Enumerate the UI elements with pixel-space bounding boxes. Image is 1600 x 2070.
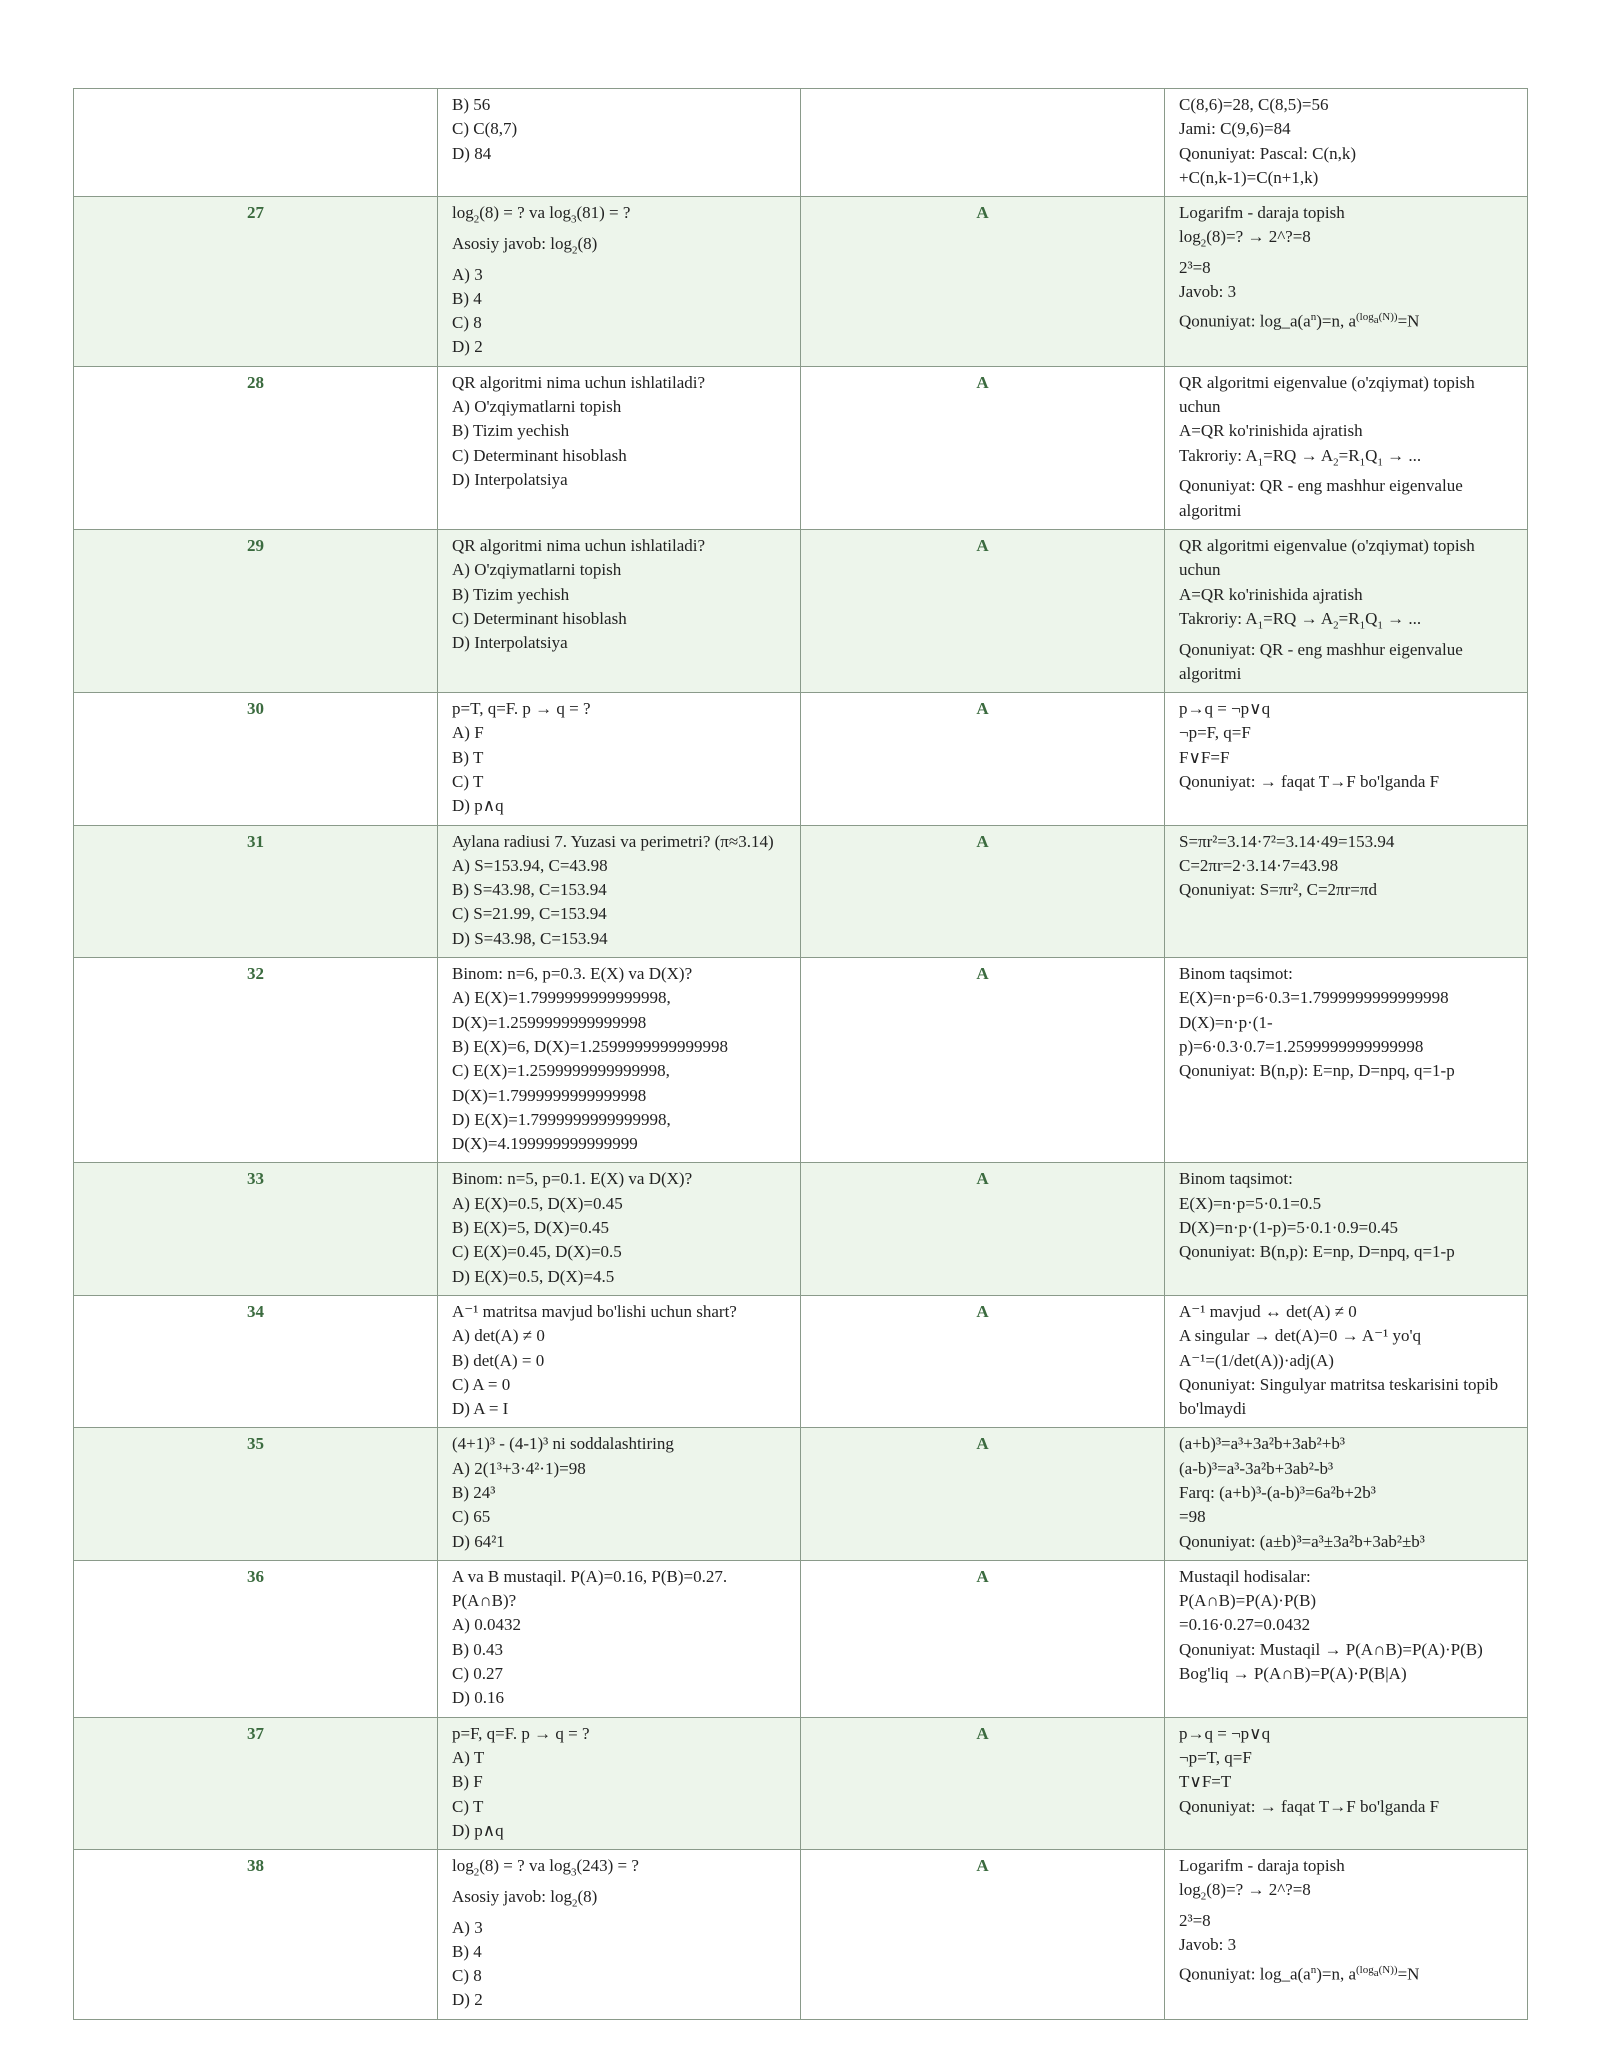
question-text — [438, 529, 801, 692]
question-line: A) E(X)=0.5, D(X)=0.45 — [452, 1193, 623, 1213]
explanation-line: +C(n,k-1)=C(n+1,k) — [1179, 167, 1319, 187]
question-line: D) 2 — [452, 1990, 483, 2010]
question-line: A) det(A) ≠ 0 — [452, 1326, 545, 1346]
explanation-line: p→q = ¬p∨q — [1179, 1723, 1271, 1743]
question-line: B) E(X)=5, D(X)=0.45 — [452, 1218, 610, 1238]
question-number: 34 — [74, 1295, 438, 1427]
explanation-line: T∨F=T — [1179, 1772, 1232, 1792]
question-line: QR algoritmi nima uchun ishlatiladi? — [452, 535, 706, 555]
question-line: C) 8 — [452, 1966, 482, 1986]
explanation-line: C(8,6)=28, C(8,5)=56 — [1179, 95, 1329, 114]
explanation-line: D(X)=n·p·(1-p)=5·0.1·0.9=0.45 — [1179, 1218, 1399, 1238]
explanation-line: Takroriy: $A_1=RQ \to A_2=R_1Q_1$ → ... — [1179, 445, 1422, 469]
question-line: D) p∧q — [452, 1820, 504, 1840]
explanation-text — [1165, 366, 1528, 529]
explanation-text — [1165, 1163, 1528, 1295]
question-text — [438, 1850, 801, 2020]
explanation-line: D(X)=n·p·(1-p)=6·0.3·0.7=1.2599999999999998 — [1179, 1012, 1424, 1056]
correct-answer — [801, 89, 1165, 197]
explanation-line: ¬p=T, q=F — [1179, 1747, 1252, 1767]
question-line: C) S=21.99, C=153.94 — [452, 904, 607, 924]
explanation-text — [1165, 529, 1528, 692]
explanation-line: ¬p=F, q=F — [1179, 723, 1251, 743]
explanation-line: QR algoritmi eigenvalue (o'zqiymat) topish uchun — [1179, 372, 1475, 417]
explanation-line: S=πr²=3.14·7²=3.14·49=153.94 — [1179, 831, 1395, 851]
explanation-line: F∨F=F — [1179, 747, 1230, 767]
question-number: 32 — [74, 958, 438, 1163]
explanation-line: A⁻¹=(1/det(A))·adj(A) — [1179, 1350, 1334, 1370]
correct-answer: A — [801, 197, 1165, 367]
question-text — [438, 366, 801, 529]
question-line: B) 56 — [452, 95, 491, 114]
explanation-line: 2³=8 — [1179, 1911, 1211, 1931]
explanation-text — [1165, 958, 1528, 1163]
explanation-text — [1165, 1428, 1528, 1560]
correct-answer: A — [801, 529, 1165, 692]
question-line: D) E(X)=1.7999999999999998, D(X)=4.199999999999999 — [452, 1109, 671, 1154]
question-line: C) 0.27 — [452, 1664, 503, 1684]
question-number — [74, 89, 438, 197]
explanation-line: p→q = ¬p∨q — [1179, 699, 1271, 719]
question-line: D) 64²1 — [452, 1531, 505, 1551]
explanation-line: $\log_2(8)=$? → 2^?=8 — [1179, 1880, 1311, 1903]
explanation-line: Javob: 3 — [1179, 282, 1237, 302]
question-line: A) E(X)=1.7999999999999998, D(X)=1.2599999999999998 — [452, 988, 671, 1032]
correct-answer: A — [801, 1295, 1165, 1427]
question-line: C) C(8,7) — [452, 119, 518, 139]
table-row — [74, 1163, 1528, 1295]
question-text — [438, 693, 801, 825]
question-line: B) S=43.98, C=153.94 — [452, 880, 607, 900]
explanation-line: A=QR ko'rinishida ajratish — [1179, 421, 1363, 441]
question-line: A) T — [452, 1747, 485, 1767]
correct-answer: A — [801, 1163, 1165, 1295]
explanation-text — [1165, 1717, 1528, 1849]
correct-answer: A — [801, 1428, 1165, 1560]
question-line: B) det(A) = 0 — [452, 1350, 545, 1370]
question-line: D) Interpolatsiya — [452, 633, 568, 653]
explanation-line: Farq: (a+b)³-(a-b)³=6a²b+2b³ — [1179, 1483, 1376, 1502]
answer-key-table — [73, 88, 1528, 2020]
question-line: A) 3 — [452, 1917, 483, 1937]
explanation-line: 2³=8 — [1179, 258, 1211, 278]
explanation-line: Binom taqsimot: — [1179, 1169, 1293, 1189]
table-row — [74, 89, 1528, 197]
question-line: QR algoritmi nima uchun ishlatiladi? — [452, 372, 706, 392]
question-text — [438, 1163, 801, 1295]
question-line: A) O'zqiymatlarni topish — [452, 560, 622, 580]
question-line: Binom: n=6, p=0.3. E(X) va D(X)? — [452, 964, 693, 984]
question-line: C) 8 — [452, 313, 482, 333]
question-number: 35 — [74, 1428, 438, 1560]
table-row — [74, 1560, 1528, 1717]
question-line: A) 0.0432 — [452, 1615, 521, 1635]
explanation-line: Qonuniyat: QR - eng mashhur eigenvalue algoritmi — [1179, 639, 1463, 683]
explanation-line: Mustaqil hodisalar: — [1179, 1566, 1311, 1586]
table-row — [74, 1717, 1528, 1849]
explanation-line: QR algoritmi eigenvalue (o'zqiymat) topish uchun — [1179, 535, 1475, 580]
question-line: A⁻¹ matritsa mavjud bo'lishi uchun shart? — [452, 1301, 737, 1321]
explanation-line: Qonuniyat: → faqat T→F bo'lganda F — [1179, 771, 1440, 791]
explanation-line: Qonuniyat: Mustaqil → P(A∩B)=P(A)·P(B) — [1179, 1639, 1483, 1659]
explanation-line: Qonuniyat: (a±b)³=a³±3a²b+3ab²±b³ — [1179, 1531, 1425, 1551]
correct-answer: A — [801, 1850, 1165, 2020]
correct-answer: A — [801, 825, 1165, 957]
question-line: C) E(X)=1.2599999999999998, D(X)=1.7999999999999998 — [452, 1061, 670, 1105]
explanation-line: Qonuniyat: Pascal: C(n,k) — [1179, 143, 1357, 163]
explanation-line: P(A∩B)=P(A)·P(B) — [1179, 1591, 1317, 1611]
explanation-line: Takroriy: $A_1=RQ \to A_2=R_1Q_1$ → ... — [1179, 608, 1422, 632]
question-line: D) A = I — [452, 1399, 509, 1419]
explanation-text — [1165, 89, 1528, 197]
explanation-line: Jami: C(9,6)=84 — [1179, 119, 1291, 139]
question-number: 31 — [74, 825, 438, 957]
explanation-line: Qonuniyat: QR - eng mashhur eigenvalue algoritmi — [1179, 476, 1463, 520]
explanation-line: Qonuniyat: B(n,p): E=np, D=npq, q=1-p — [1179, 1061, 1455, 1081]
question-number: 33 — [74, 1163, 438, 1295]
correct-answer: A — [801, 366, 1165, 529]
question-line: C) A = 0 — [452, 1374, 511, 1394]
explanation-line: A=QR ko'rinishida ajratish — [1179, 584, 1363, 604]
explanation-line: Logarifm - daraja topish — [1179, 1856, 1345, 1876]
question-number: 28 — [74, 366, 438, 529]
explanation-line: A⁻¹ mavjud ↔ det(A) ≠ 0 — [1179, 1301, 1357, 1321]
table-row — [74, 1428, 1528, 1560]
question-line: p=F, q=F. p → q = ? — [452, 1723, 590, 1743]
question-number: 36 — [74, 1560, 438, 1717]
question-line: D) E(X)=0.5, D(X)=4.5 — [452, 1266, 615, 1286]
explanation-text — [1165, 693, 1528, 825]
explanation-line: E(X)=n·p=6·0.3=1.7999999999999998 — [1179, 988, 1449, 1008]
question-line: A va B mustaqil. P(A)=0.16, P(B)=0.27. P(A∩B)? — [452, 1566, 728, 1611]
question-line: B) Tizim yechish — [452, 421, 570, 441]
correct-answer: A — [801, 1560, 1165, 1717]
question-line: D) p∧q — [452, 796, 504, 816]
correct-answer: A — [801, 693, 1165, 825]
explanation-text — [1165, 1560, 1528, 1717]
question-line: C) T — [452, 771, 484, 791]
question-text — [438, 197, 801, 367]
question-number: 27 — [74, 197, 438, 367]
question-line: C) T — [452, 1796, 484, 1816]
question-line: C) 65 — [452, 1507, 491, 1527]
explanation-line: Javob: 3 — [1179, 1935, 1237, 1955]
explanation-text — [1165, 197, 1528, 367]
question-text — [438, 89, 801, 197]
table-row — [74, 825, 1528, 957]
question-text — [438, 825, 801, 957]
question-line: Asosiy javob: $\log_2(8)$ — [452, 1886, 598, 1910]
question-line: A) O'zqiymatlarni topish — [452, 397, 622, 417]
table-row — [74, 529, 1528, 692]
question-line: $\log_2(8)$ = ? va $\log_3(243)$ = ? — [452, 1856, 639, 1879]
answer-key-body — [74, 89, 1528, 2020]
table-row — [74, 366, 1528, 529]
question-line: D) Interpolatsiya — [452, 469, 568, 489]
explanation-line: Qonuniyat: $\log\_a(a^n)=n$, $a^{(log_a(N))}=N$ — [1179, 1963, 1420, 1984]
explanation-line: A singular → det(A)=0 → A⁻¹ yo'q — [1179, 1326, 1422, 1346]
question-text — [438, 1560, 801, 1717]
question-line: Aylana radiusi 7. Yuzasi va perimetri? (π≈3.14) — [452, 831, 774, 851]
question-line: C) E(X)=0.45, D(X)=0.5 — [452, 1242, 622, 1262]
explanation-line: Bog'liq → P(A∩B)=P(A)·P(B|A) — [1179, 1664, 1407, 1684]
question-line: B) T — [452, 747, 484, 767]
question-number: 38 — [74, 1850, 438, 2020]
correct-answer: A — [801, 1717, 1165, 1849]
explanation-line: Qonuniyat: S=πr², C=2πr=πd — [1179, 880, 1377, 900]
explanation-line: C=2πr=2·3.14·7=43.98 — [1179, 855, 1339, 875]
question-line: B) 4 — [452, 1941, 482, 1961]
question-line: A) F — [452, 723, 484, 743]
explanation-text — [1165, 1850, 1528, 2020]
question-text — [438, 1428, 801, 1560]
question-line: B) 24³ — [452, 1483, 496, 1502]
question-text — [438, 1295, 801, 1427]
question-line: D) 0.16 — [452, 1688, 504, 1708]
question-line: A) S=153.94, C=43.98 — [452, 855, 608, 875]
question-line: C) Determinant hisoblash — [452, 608, 627, 628]
question-line: C) Determinant hisoblash — [452, 445, 627, 465]
table-row — [74, 693, 1528, 825]
table-row — [74, 197, 1528, 367]
explanation-line: Qonuniyat: B(n,p): E=np, D=npq, q=1-p — [1179, 1242, 1455, 1262]
question-number: 30 — [74, 693, 438, 825]
explanation-text — [1165, 825, 1528, 957]
explanation-line: =98 — [1179, 1507, 1206, 1527]
question-line: (4+1)³ - (4-1)³ ni soddalashtiring — [452, 1434, 674, 1454]
question-line: Asosiy javob: $\log_2(8)$ — [452, 233, 598, 257]
question-line: Binom: n=5, p=0.1. E(X) va D(X)? — [452, 1169, 693, 1189]
explanation-line: (a+b)³=a³+3a²b+3ab²+b³ — [1179, 1434, 1345, 1454]
explanation-line: $\log_2(8)=$? → 2^?=8 — [1179, 227, 1311, 250]
explanation-text — [1165, 1295, 1528, 1427]
question-line: D) 2 — [452, 337, 483, 357]
question-text — [438, 958, 801, 1163]
question-line: $\log_2(8)$ = ? va $\log_3(81)$ = ? — [452, 203, 631, 226]
question-line: D) S=43.98, C=153.94 — [452, 928, 608, 948]
explanation-line: Qonuniyat: Singulyar matritsa teskarisini topib bo'lmaydi — [1179, 1374, 1499, 1419]
question-line: p=T, q=F. p → q = ? — [452, 699, 591, 719]
question-line: B) E(X)=6, D(X)=1.2599999999999998 — [452, 1036, 729, 1056]
table-row — [74, 958, 1528, 1163]
question-line: B) F — [452, 1772, 483, 1792]
question-line: B) 4 — [452, 288, 482, 308]
explanation-line: Qonuniyat: → faqat T→F bo'lganda F — [1179, 1796, 1440, 1816]
correct-answer: A — [801, 958, 1165, 1163]
question-line: A) 2(1³+3·4²·1)=98 — [452, 1458, 586, 1478]
explanation-line: Binom taqsimot: — [1179, 964, 1293, 984]
explanation-line: Logarifm - daraja topish — [1179, 203, 1345, 223]
table-row — [74, 1295, 1528, 1427]
question-line: D) 84 — [452, 143, 492, 163]
question-line: B) 0.43 — [452, 1639, 503, 1659]
explanation-line: Qonuniyat: $\log\_a(a^n)=n$, $a^{(log_a(N))}=N$ — [1179, 310, 1420, 331]
explanation-line: =0.16·0.27=0.0432 — [1179, 1615, 1311, 1635]
table-row — [74, 1850, 1528, 2020]
explanation-line: (a-b)³=a³-3a²b+3ab²-b³ — [1179, 1458, 1334, 1478]
question-text — [438, 1717, 801, 1849]
question-number: 29 — [74, 529, 438, 692]
question-line: A) 3 — [452, 264, 483, 284]
explanation-line: E(X)=n·p=5·0.1=0.5 — [1179, 1193, 1322, 1213]
question-number: 37 — [74, 1717, 438, 1849]
question-line: B) Tizim yechish — [452, 584, 570, 604]
